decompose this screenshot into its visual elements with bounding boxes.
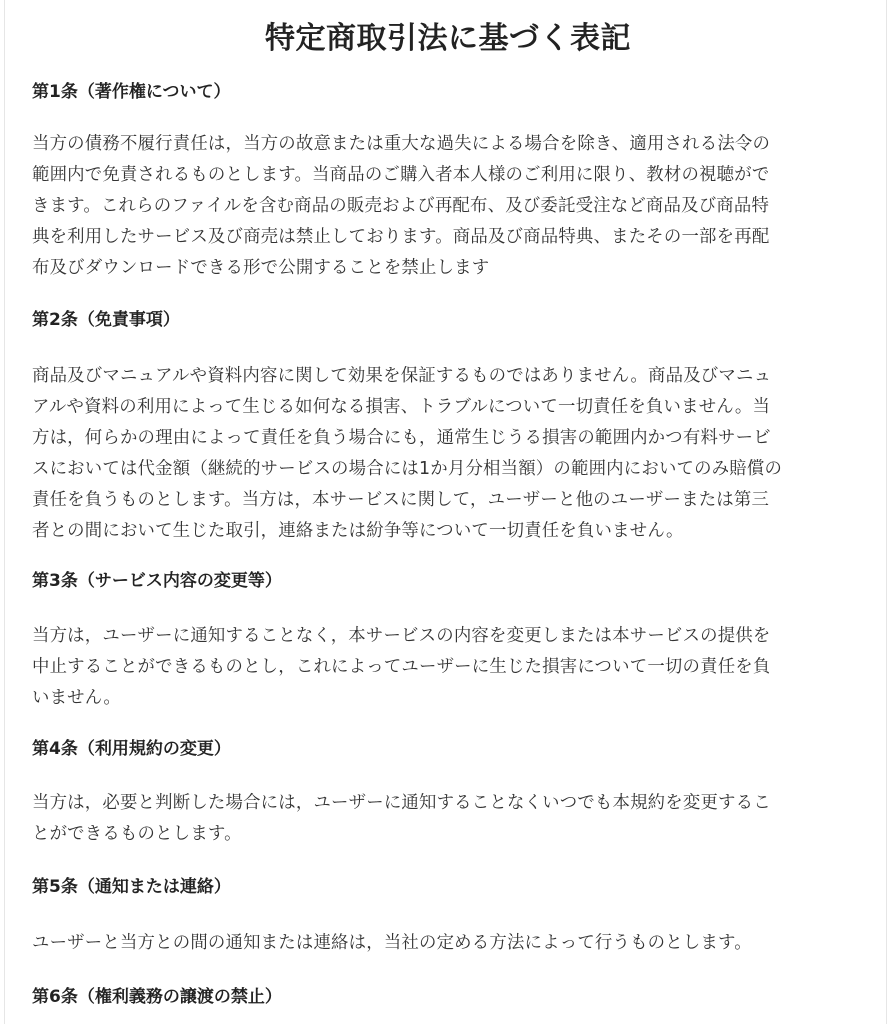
article-heading: 第4条（利用規約の変更）	[32, 739, 231, 759]
article-heading: 第6条（権利義務の譲渡の禁止）	[32, 987, 282, 1007]
page-title: 特定商取引法に基づく表記	[265, 21, 631, 56]
article-5	[32, 875, 864, 959]
article-body	[32, 361, 864, 547]
body-line: 責任を負うものとします。当方は，本サービスに関して，ユーザーと他のユーザーまたは第三	[32, 490, 770, 510]
body-line: 当方は，必要と判断した場合には，ユーザーに通知することなくいつでも本規約を変更するこ	[32, 793, 771, 813]
body-line: とができるものとします。	[32, 824, 242, 844]
body-line: 方は，何らかの理由によって責任を負う場合にも，通常生じうる損害の範囲内かつ有料サービ	[32, 428, 771, 448]
article-6	[32, 985, 864, 1009]
article-2	[32, 308, 864, 547]
article-body	[32, 928, 864, 959]
body-line: 布及びダウンロードできる形で公開することを禁止します	[32, 258, 490, 278]
body-line: スにおいては代金額（継続的サービスの場合には1か月分相当額）の範囲内においてのみ賠償の	[32, 459, 783, 479]
article-4	[32, 737, 864, 850]
body-line: いません。	[32, 688, 121, 708]
article-1	[32, 80, 864, 284]
body-line: 者との間において生じた取引，連絡または紛争等について一切責任を負いません。	[32, 521, 684, 541]
page-edge-right	[886, 0, 887, 1024]
article-3	[32, 569, 864, 714]
body-line: 典を利用したサービス及び商売は禁止しております。商品及び商品特典、またその一部を再配	[32, 227, 770, 247]
page-edge-left	[4, 0, 5, 1024]
body-line: アルや資料の利用によって生じる如何なる損害、トラブルについて一切責任を負いません。当	[32, 397, 771, 417]
article-body	[32, 788, 864, 850]
body-line: ユーザーと当方との間の通知または連絡は，当社の定める方法によって行うものとします。	[32, 933, 752, 953]
article-heading: 第2条（免責事項）	[32, 310, 180, 330]
body-line: きます。これらのファイルを含む商品の販売および再配布、及び委託受注など商品及び商品特	[32, 196, 770, 216]
body-line: 商品及びマニュアルや資料内容に関して効果を保証するものではありません。商品及びマニュ	[32, 366, 772, 386]
body-line: 中止することができるものとし，これによってユーザーに生じた損害について一切の責任を負	[32, 657, 771, 677]
body-line: 当方は，ユーザーに通知することなく，本サービスの内容を変更しまたは本サービスの提供を	[32, 626, 771, 646]
body-line: 範囲内で免責されるものとします。当商品のご購入者本人様のご利用に限り、教材の視聴がで	[32, 165, 770, 185]
article-body	[32, 129, 864, 284]
document-page	[32, 0, 864, 1009]
article-heading: 第3条（サービス内容の変更等）	[32, 571, 282, 591]
article-body	[32, 621, 864, 714]
article-heading: 第1条（著作権について）	[32, 82, 231, 102]
article-heading: 第5条（通知または連絡）	[32, 877, 231, 897]
body-line: 当方の債務不履行責任は，当方の故意または重大な過失による場合を除き、適用される法令の	[32, 134, 771, 154]
